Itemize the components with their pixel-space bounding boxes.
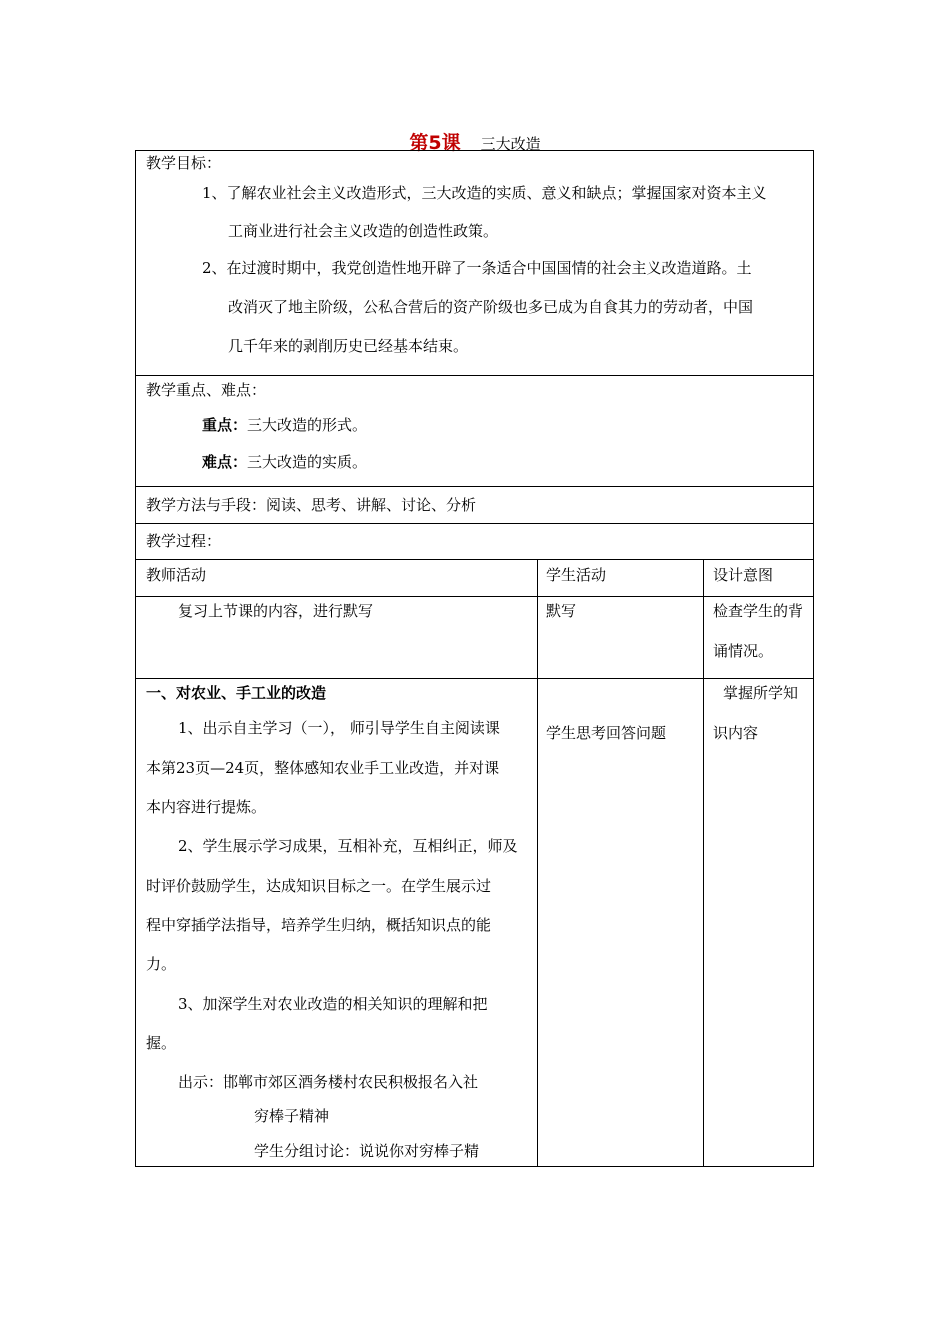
- row1-student: 默写: [546, 602, 577, 620]
- objectives-line: 改消灭了地主阶级，公私合营后的资产阶级也多已成为自食其力的劳动者，中国: [228, 298, 754, 316]
- header-intent: 设计意图: [713, 566, 774, 584]
- row-divider: [136, 523, 813, 524]
- focus-label: 重点：: [202, 416, 248, 434]
- teacher-line: 1、出示自主学习（一）， 师引导学生自主阅读课: [178, 719, 500, 737]
- row-divider: [136, 678, 813, 679]
- column-divider: [703, 559, 704, 1167]
- teacher-line: 3、加深学生对农业改造的相关知识的理解和把: [178, 995, 488, 1013]
- row-divider: [136, 559, 813, 560]
- header-teacher: 教师活动: [146, 566, 207, 584]
- row-divider: [136, 486, 813, 487]
- row2-student: 学生思考回答问题: [546, 724, 667, 742]
- row-divider: [136, 596, 813, 597]
- teacher-line: 穷棒子精神: [254, 1107, 330, 1125]
- row-divider: [136, 375, 813, 376]
- objectives-line: 工商业进行社会主义改造的创造性政策。: [228, 222, 499, 240]
- teacher-line: 本第23页—24页，整体感知农业手工业改造，并对课: [146, 759, 500, 777]
- teacher-line: 程中穿插学法指导，培养学生归纳，概括知识点的能: [146, 916, 492, 934]
- difficulty-text: 三大改造的实质。: [247, 453, 368, 471]
- teacher-line: 出示：邯郸市郊区酒务楼村农民积极报名入社: [178, 1073, 479, 1091]
- row1-teacher: 复习上节课的内容，进行默写: [178, 602, 374, 620]
- teacher-line: 力。: [146, 955, 177, 973]
- teacher-line: 时评价鼓励学生，达成知识目标之一。在学生展示过: [146, 877, 492, 895]
- lesson-plan-table: [135, 150, 814, 1167]
- row1-intent-line: 检查学生的背: [713, 602, 804, 620]
- row2-intent-line: 掌握所学知: [723, 684, 799, 702]
- teacher-line: 握。: [146, 1034, 177, 1052]
- section-heading: 一、对农业、手工业的改造: [146, 684, 327, 702]
- row1-intent-line: 诵情况。: [713, 642, 774, 660]
- difficulty-label: 难点：: [202, 453, 248, 471]
- lesson-topic: 三大改造: [480, 135, 541, 153]
- process-label: 教学过程：: [146, 532, 222, 550]
- teacher-line: 本内容进行提炼。: [146, 798, 267, 816]
- key-points-label: 教学重点、难点：: [146, 381, 267, 399]
- teacher-line: 2、学生展示学习成果，互相补充，互相纠正，师及: [178, 837, 518, 855]
- header-student: 学生活动: [546, 566, 607, 584]
- teacher-line: 学生分组讨论：说说你对穷棒子精: [254, 1142, 480, 1160]
- difficulty-row: [202, 452, 367, 472]
- objectives-line: 几千年来的剥削历史已经基本结束。: [228, 337, 469, 355]
- column-divider: [537, 559, 538, 1167]
- objectives-line: 2、在过渡时期中，我党创造性地开辟了一条适合中国国情的社会主义改造道路。土: [202, 259, 752, 277]
- focus-text: 三大改造的形式。: [247, 416, 368, 434]
- row2-intent-line: 识内容: [713, 724, 759, 742]
- objectives-label: 教学目标：: [146, 154, 222, 172]
- lesson-number: 第5课: [409, 132, 461, 154]
- focus-row: [202, 415, 367, 435]
- objectives-line: 1、了解农业社会主义改造形式，三大改造的实质、意义和缺点；掌握国家对资本主义: [202, 184, 767, 202]
- methods-text: 教学方法与手段：阅读、思考、讲解、讨论、分析: [146, 496, 477, 514]
